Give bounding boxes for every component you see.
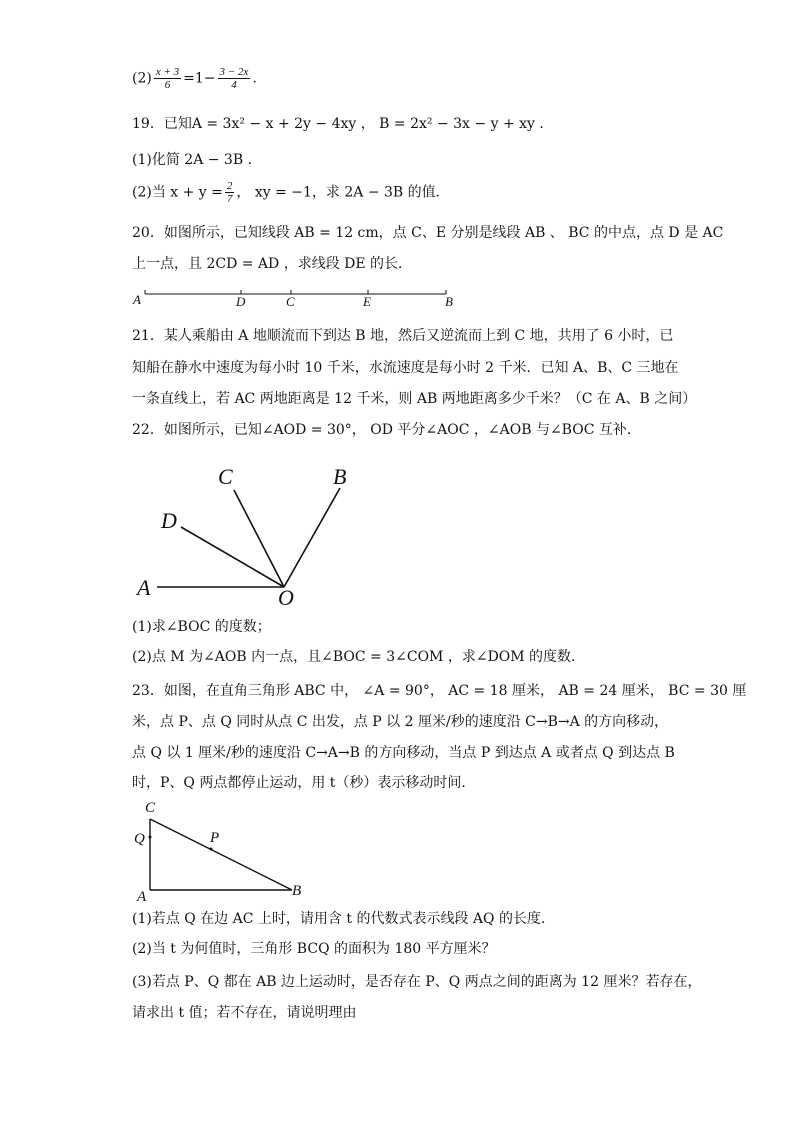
q19-fraction-denominator: 7 [226,193,233,205]
q20-segment-figure [0,280,794,310]
label-b: B [445,294,453,309]
q20-line2: 上一点，且 2CD = AD ，求线段 DE 的长． [132,256,413,272]
q19-part2-suffix: ， xy = −1，求 2A − 3B 的值． [236,184,450,201]
label-c: C [218,464,233,489]
q23-part3-line1: (3)若点 P、Q 都在 AB 边上运动时，是否存在 P、Q 两点之间的距离为 12 厘米？若存在， [132,974,702,990]
q23-line3: 点 Q 以 1 厘米/秒的速度沿 C→A→B 的方向移动，当点 P 到达点 A 或者点 Q 到达点 B [132,745,675,761]
label-c: C [286,294,295,309]
q19-part2 [132,180,450,205]
q23-line4: 时，P、Q 两点都停止运动，用 t（秒）表示移动时间． [132,775,476,791]
fraction-lhs-denominator: 6 [164,79,171,91]
point-p-dot [210,848,213,851]
q19-fraction-numerator: 2 [226,180,233,192]
ray-ob [284,488,340,587]
q18-part2-equation [132,66,257,91]
q23-triangle-figure [0,795,794,905]
q23-line2: 米，点 P、点 Q 同时从点 C 出发，点 P 以 2 厘米/秒的速度沿 C→B→A 的方向移动， [132,714,669,730]
q22-stem: 22．如图所示，已知∠AOD = 30°， OD 平分∠AOC ，∠AOB 与∠BOC 互补． [132,422,641,438]
fraction-rhs [218,66,251,91]
fraction-rhs-numerator: 3 − 2x [219,66,249,78]
label-q: Q [134,831,145,847]
equation-middle: =1− [183,70,216,87]
fraction-lhs [154,66,181,91]
label-d: D [236,294,246,309]
label-p: P [210,830,220,846]
label-c: C [145,800,156,816]
q23-line1: 23．如图，在直角三角形 ABC 中， ∠A = 90°， AC = 18 厘米， AB = 24 厘米， BC = 30 厘 [132,683,747,699]
q21-line3: 一条直线上，若 AC 两地距离是 12 千米，则 AB 两地距离多少千米？（C 在 A、B 之间） [132,391,697,407]
label-d: D [161,508,177,533]
q19-part2-prefix: (2)当 x + y = [132,184,223,201]
label-b: B [292,883,302,899]
q23-part2: (2)当 t 为何值时，三角形 BCQ 的面积为 180 平方厘米？ [132,941,496,957]
label-b: B [333,464,347,489]
q22-angle-figure [0,455,794,615]
q19-part1: (1)化简 2A − 3B ． [132,152,262,168]
side-cb [150,819,292,890]
q20-line1: 20．如图所示，已知线段 AB = 12 cm，点 C、E 分别是线段 AB 、 BC 的中点，点 D 是 AC [132,225,724,241]
label-a: A [137,889,147,905]
q22-part2: (2)点 M 为∠AOB 内一点，且∠BOC = 3∠COM ，求∠DOM 的度数． [132,649,586,665]
equation-end: . [252,70,257,87]
label-a: A [137,575,151,600]
fraction-rhs-denominator: 4 [231,79,237,91]
q19-stem: 19．已知A = 3x² − x + 2y − 4xy ， B = 2x² − 3x − y + xy ． [132,116,554,132]
q21-line1: 21．某人乘船由 A 地顺流而下到达 B 地，然后又逆流而上到 C 地，共用了 6 小时，已 [132,328,674,344]
point-q-dot [149,836,152,839]
q21-line2: 知船在静水中速度为每小时 10 千米，水流速度是每小时 2 千米．已知 A、B、C 三地在 [132,360,679,376]
q19-fraction [225,180,235,205]
label-e: E [363,294,371,309]
q23-part1: (1)若点 Q 在边 AC 上时，请用含 t 的代数式表示线段 AQ 的长度． [132,911,555,927]
fraction-lhs-numerator: x + 3 [155,66,180,78]
q22-part1: (1)求∠BOC 的度数； [132,619,271,635]
label-a: A [133,292,141,307]
label-o: O [278,585,294,610]
q18-part2-number: (2) [132,70,152,87]
q23-part3-line2: 请求出 t 值；若不存在，请说明理由 [132,1005,357,1021]
